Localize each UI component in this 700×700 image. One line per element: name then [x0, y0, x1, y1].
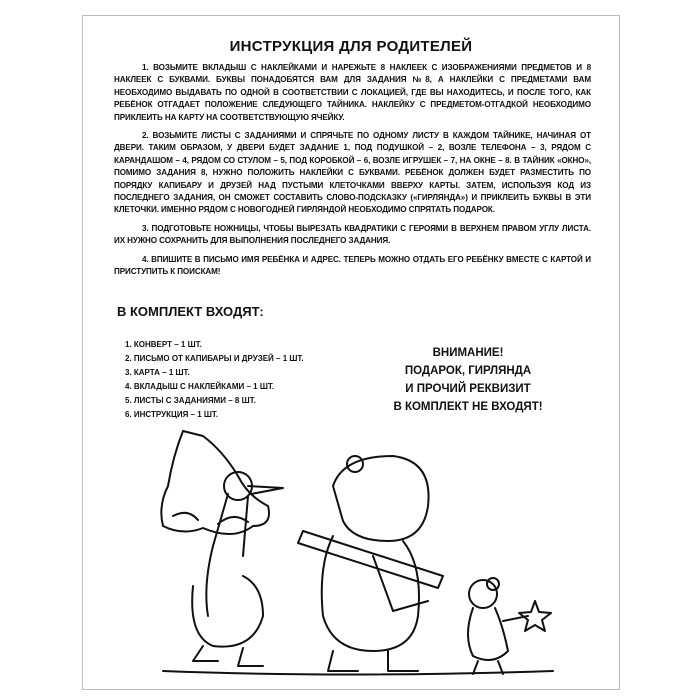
christmas-tree-illustration	[161, 431, 269, 534]
warning-line: В КОМПЛЕКТ НЕ ВХОДЯТ!	[393, 401, 543, 413]
warning-line: И ПРОЧИЙ РЕКВИЗИТ	[405, 383, 531, 395]
kit-item: 2. ПИСЬМО ОТ КАПИБАРЫ И ДРУЗЕЙ – 1 ШТ.	[125, 354, 304, 363]
instruction-paragraph: 4. ВПИШИТЕ В ПИСЬМО ИМЯ РЕБЁНКА И АДРЕС. ТЕПЕРЬ МОЖНО ОТДАТЬ ЕГО РЕБЁНКУ ВМЕСТЕ С КАРТОЙ И ПРИСТУПИТЬ К ПОИСКАМ!	[114, 254, 591, 277]
instruction-paragraph: 2. ВОЗЬМИТЕ ЛИСТЫ С ЗАДАНИЯМИ И СПРЯЧЬТЕ ПО ОДНОМУ ЛИСТУ В КАЖДОМ ТАЙНИКЕ, НАЧИНАЯ ОТ ДВЕРИ. ТАКИМ ОБРАЗОМ, У ДВЕРИ БУДЕТ ЗАДАНИЕ 1, ПОД ПОДУШКОЙ – 2, ВОЗЛЕ ТЕЛЕФОНА – 3, РЯДОМ С КАРАНДАШОМ – 4, РЯДОМ СО СТУЛОМ – 5, ПОД КОРОБКОЙ – 6, ВОЗЛЕ ИГРУШЕК – 7, НА ОКНЕ – 8. В ТАЙНИК «ОКНО», ПОМИМО ЗАДАНИЯ 8, НУЖНО ПОЛОЖИТЬ НАКЛЕЙКИ С БУКВАМИ. РЕБЁНОК ДОЛЖЕН БУДЕТ РАЗМЕСТИТЬ ПО ПОРЯДКУ КАПИБАРУ И ДРУЗЕЙ НАД ПУСТЫМИ КЛЕТОЧКАМИ ВВЕРХУ КАРТЫ. ЗАТЕМ, ИСПОЛЬЗУЯ КОД ИЗ ПОСЛЕДНЕГО ЗАДАНИЯ, ОН СМОЖЕТ СОСТАВИТЬ СЛОВО-ПОДСКАЗКУ («ГИРЛЯНДА») И ПРИКЛЕИТЬ БУКВЫ В ЭТИ КЛЕТОЧКИ. ИМЕННО РЯДОМ С НОВОГОДНЕЙ ГИРЛЯНДОЙ НЕОБХОДИМО СПРЯТАТЬ ПОДАРОК.	[114, 131, 591, 215]
instruction-page	[82, 15, 620, 690]
kit-list	[125, 338, 304, 422]
warning-line: ПОДАРОК, ГИРЛЯНДА	[404, 365, 532, 377]
characters-illustration	[143, 416, 563, 686]
capybara-illustration	[298, 456, 443, 671]
kit-item: 3. КАРТА – 1 ШТ.	[125, 368, 190, 377]
warning-note	[383, 344, 553, 416]
kit-title: В КОМПЛЕКТ ВХОДЯТ:	[117, 304, 264, 319]
kit-item: 4. ВКЛАДЫШ С НАКЛЕЙКАМИ – 1 ШТ.	[125, 382, 275, 391]
page-title: ИНСТРУКЦИЯ ДЛЯ РОДИТЕЛЕЙ	[229, 38, 473, 55]
instruction-paragraph: 1. ВОЗЬМИТЕ ВКЛАДЫШ С НАКЛЕЙКАМИ И НАРЕЖЬТЕ 8 НАКЛЕЕК С ИЗОБРАЖЕНИЯМИ ПРЕДМЕТОВ И 8 НАКЛЕЕК С БУКВАМИ. БУКВЫ ПОНАДОБЯТСЯ ВАМ ДЛЯ ЗАДАНИЯ №8, А НАКЛЕЙКИ С ПРЕДМЕТАМИ ВАМ НЕОБХОДИМО ВЫДАВАТЬ ПО ОДНОЙ В СООТВЕТСТВИИ С ЛОКАЦИЕЙ, ГДЕ ВЫ НАХОДИТЕСЬ, И ПОСЛЕ ТОГО, КАК РЕБЁНОК ОТГАДАЕТ ПОЛОЖЕНИЕ СЛЕДУЮЩЕГО ТАЙНИКА. НАКЛЕЙКУ С ПРЕДМЕТОМ-ОТГАДКОЙ НЕОБХОДИМО ПРИКЛЕИТЬ НА КАРТУ НА СООТВЕТСТВУЮЩУЮ ЯЧЕЙКУ.	[114, 63, 591, 122]
goose-illustration	[192, 472, 283, 666]
instructions	[114, 62, 591, 285]
mouse-with-star-illustration	[468, 578, 551, 674]
warning-line: ВНИМАНИЕ!	[432, 347, 504, 359]
kit-item: 1. КОНВЕРТ – 1 ШТ.	[125, 340, 202, 349]
kit-item: 6. ИНСТРУКЦИЯ – 1 ШТ.	[125, 410, 219, 419]
kit-item: 5. ЛИСТЫ С ЗАДАНИЯМИ – 8 ШТ.	[125, 396, 256, 405]
instruction-paragraph: 3. ПОДГОТОВЬТЕ НОЖНИЦЫ, ЧТОБЫ ВЫРЕЗАТЬ КВАДРАТИКИ С ГЕРОЯМИ В ВЕРХНЕМ ПРАВОМ УГЛУ ЛИСТА. ИХ НУЖНО СОХРАНИТЬ ДЛЯ ВЫПОЛНЕНИЯ ПОСЛЕДНЕГО ЗАДАНИЯ.	[114, 223, 591, 246]
